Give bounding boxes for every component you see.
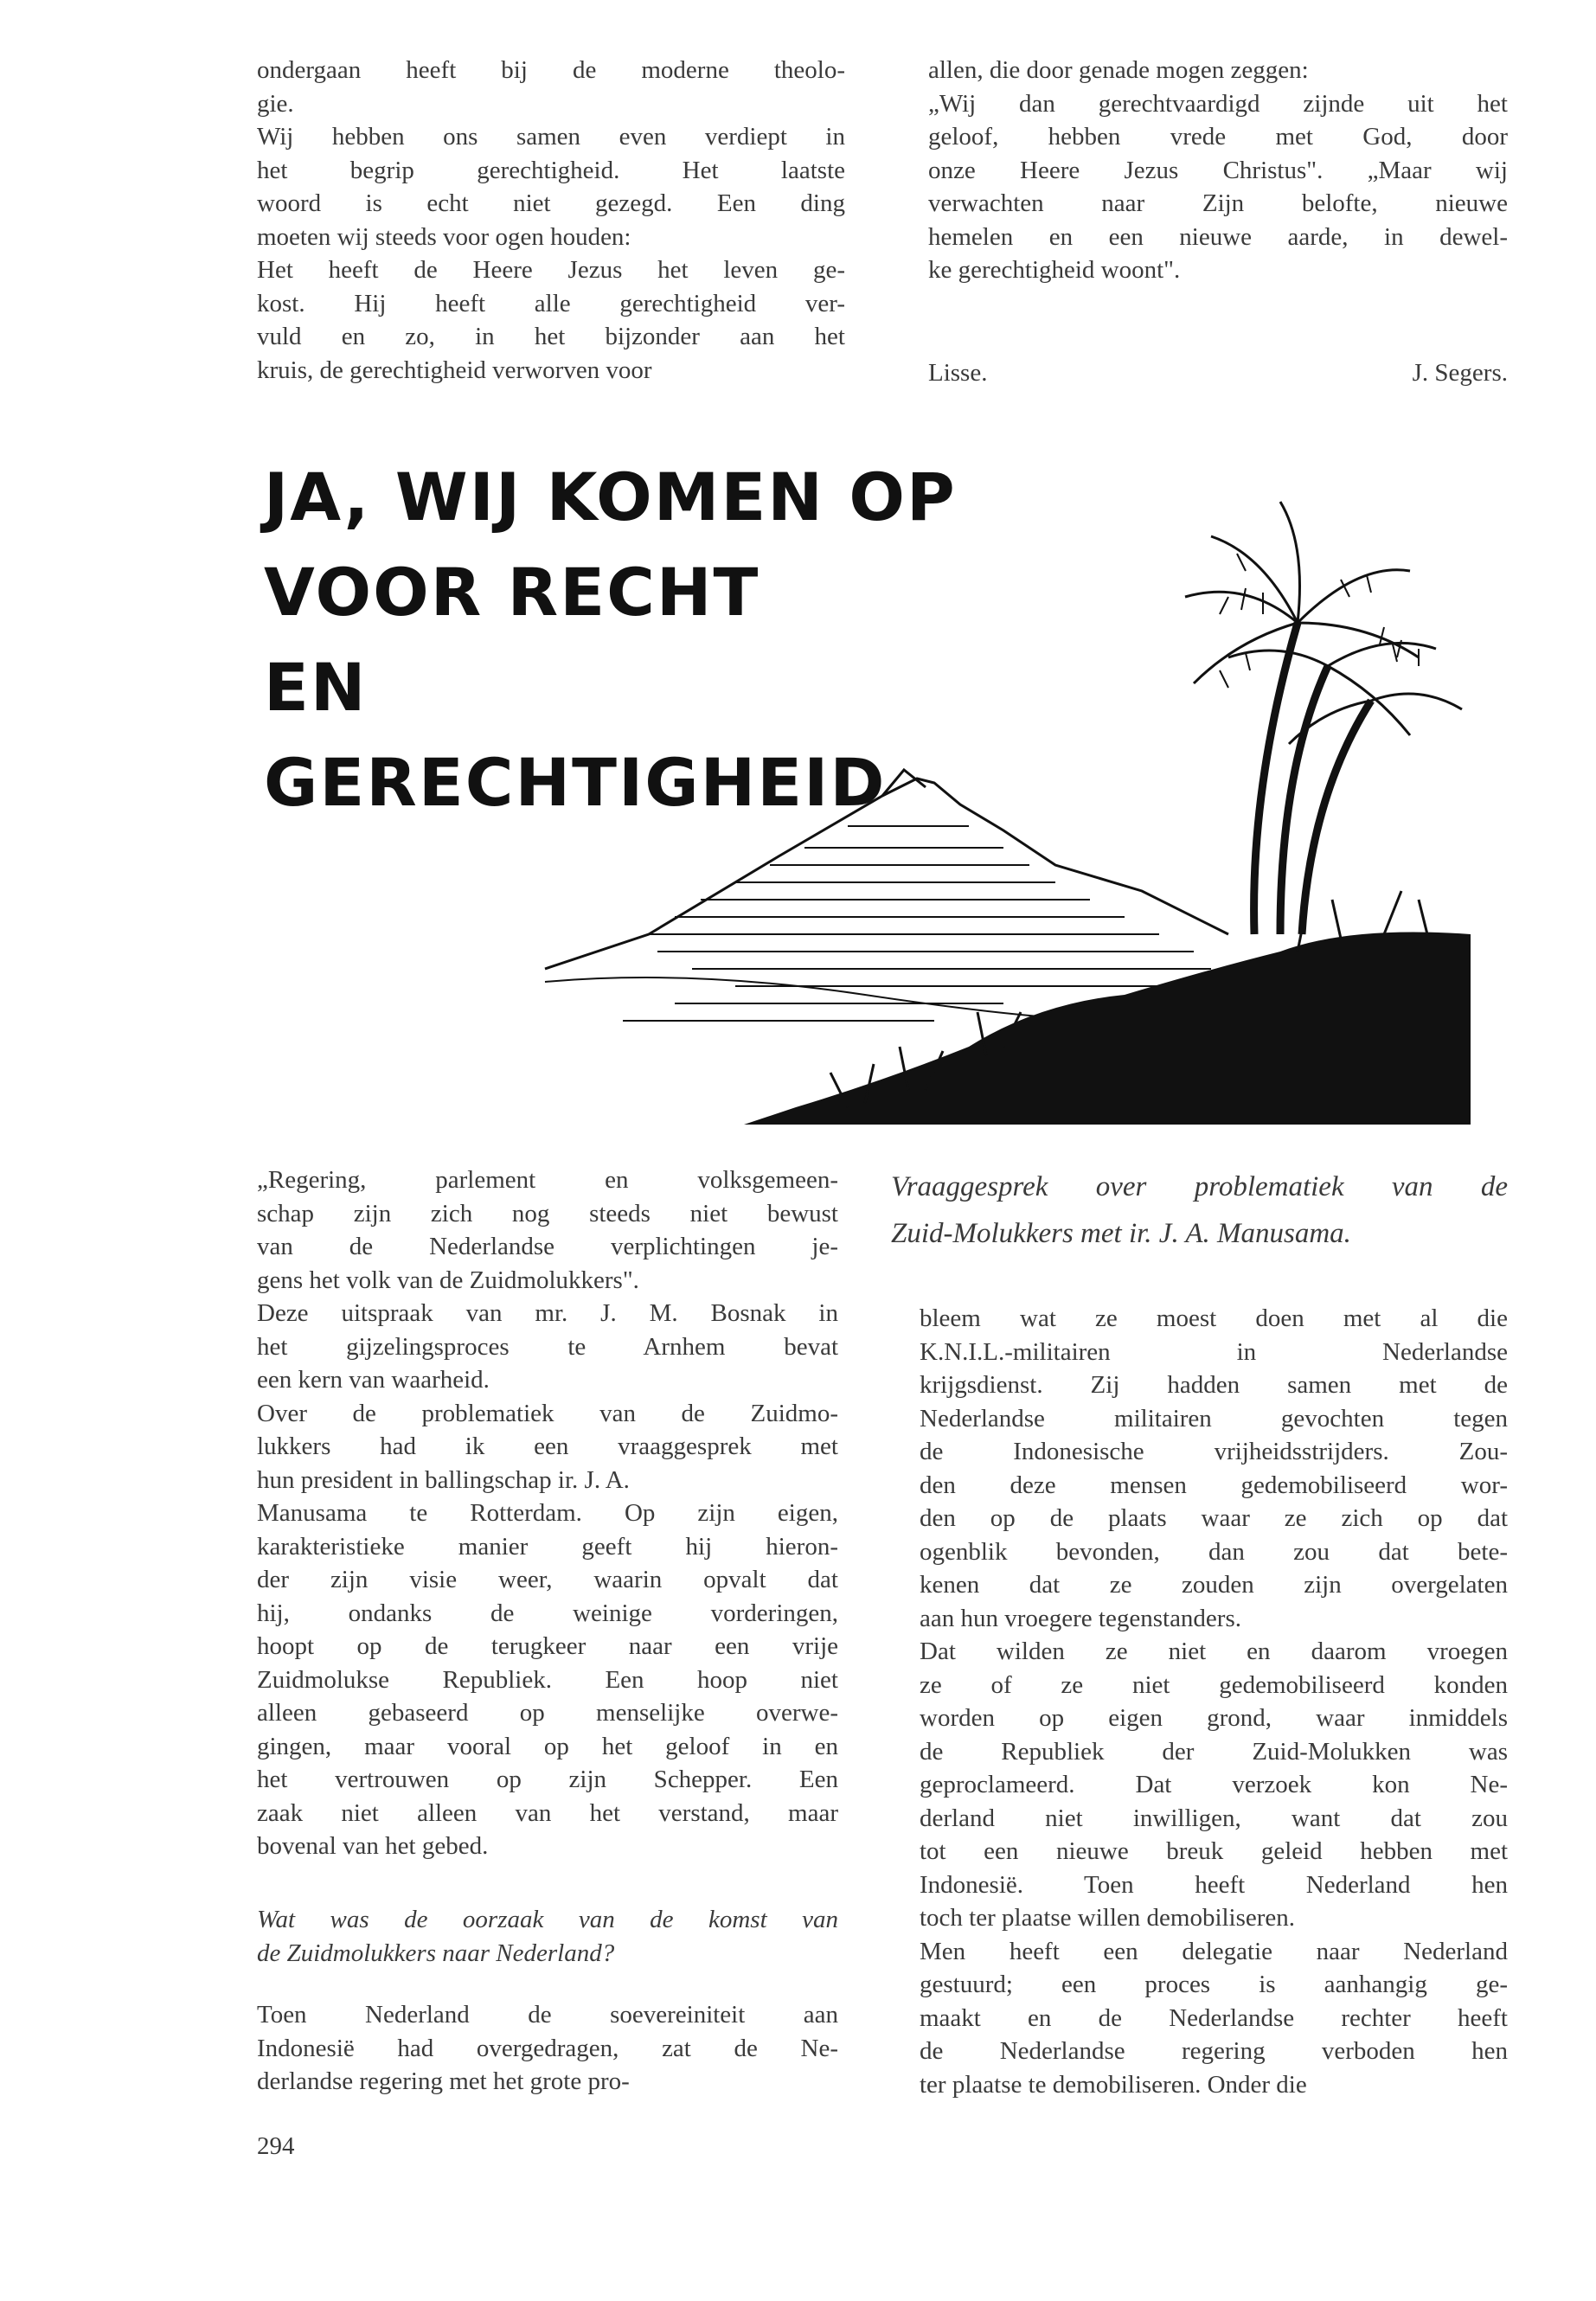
text-line: den deze mensen gedemobiliseerd wor- [920, 1471, 1508, 1499]
text-line: kost. Hij heeft alle gerechtigheid ver- [257, 289, 845, 317]
text-line: bleem wat ze moest doen met al die [920, 1304, 1508, 1332]
text-line: ter plaatse te demobiliseren. Onder die [920, 2070, 1307, 2099]
text-line: karakteristieke manier geeft hij hieron- [257, 1532, 838, 1561]
headline-line: VOOR RECHT [264, 554, 760, 631]
text-line: Over de problematiek van de Zuidmo- [257, 1399, 838, 1427]
text-line: verwachten naar Zijn belofte, nieuwe [928, 189, 1508, 217]
text-line: krijgsdienst. Zij hadden samen met de [920, 1371, 1508, 1399]
text-line: Vraaggesprek over problematiek van de [891, 1171, 1508, 1202]
text-line: derland niet inwilligen, want dat zou [920, 1804, 1508, 1832]
text-line: Nederlandse militairen gevochten tegen [920, 1404, 1508, 1433]
text-line: Wij hebben ons samen even verdiept in [257, 123, 845, 151]
text-line: gingen, maar vooral op het geloof in en [257, 1732, 838, 1760]
text-line: geloof, hebben vrede met God, door [928, 123, 1508, 151]
text-line: vuld en zo, in het bijzonder aan het [257, 323, 845, 350]
text-line: „Regering, parlement en volksgemeen- [257, 1166, 838, 1194]
text-line: Deze uitspraak van mr. J. M. Bosnak in [257, 1299, 838, 1327]
text-line: ze of ze niet gedemobiliseerd konden [920, 1670, 1508, 1699]
answer-column [257, 1998, 838, 2099]
text-line: maakt en de Nederlandse rechter heeft [920, 2003, 1508, 2032]
text-line: Manusama te Rotterdam. Op zijn eigen, [257, 1499, 838, 1527]
text-line: Toen Nederland de soevereiniteit aan [257, 2001, 838, 2029]
text-line: Wat was de oorzaak van de komst van [257, 1906, 838, 1933]
text-line: Zuidmolukse Republiek. Een hoop niet [257, 1665, 838, 1694]
text-line: de Zuidmolukkers naar Nederland? [257, 1939, 615, 1967]
text-line: hemelen en een nieuwe aarde, in dewel- [928, 222, 1508, 251]
text-line: ke gerechtigheid woont". [928, 256, 1181, 284]
text-line: K.N.I.L.-militairen in Nederlandse [920, 1337, 1508, 1366]
text-line: hun president in ballingschap ir. J. A. [257, 1465, 630, 1494]
headline-line: EN [264, 649, 368, 726]
text-line: alleen gebaseerd op menselijke overwe- [257, 1699, 838, 1727]
text-line: tot een nieuwe breuk geleid hebben met [920, 1837, 1508, 1865]
text-line: zaak niet alleen van het verstand, maar [257, 1798, 838, 1827]
text-line: allen, die door genade mogen zeggen: [928, 56, 1309, 84]
text-line: een kern van waarheid. [257, 1366, 490, 1394]
text-line: de Indonesische vrijheidsstrijders. Zou- [920, 1438, 1508, 1465]
headline-line: JA, WIJ KOMEN OP [264, 458, 957, 535]
text-line: Dat wilden ze niet en daarom vroegen [920, 1638, 1508, 1665]
intro-column [257, 1163, 838, 1863]
text-line: Indonesië had overgedragen, zat de Ne- [257, 2034, 838, 2062]
page-number: 294 [257, 2132, 295, 2160]
text-line: Zuid-Molukkers met ir. J. A. Manusama. [891, 1218, 1351, 1249]
text-line: ogenblik bevonden, dan zou dat bete- [920, 1537, 1508, 1566]
text-line: hoopt op de terugkeer naar een vrije [257, 1632, 838, 1660]
text-line: hij, ondanks de weinige vorderingen, [257, 1599, 838, 1627]
text-line: kenen dat ze zouden zijn overgelaten [920, 1571, 1508, 1599]
text-line: aan hun vroegere tegenstanders. [920, 1604, 1242, 1632]
text-line: Men heeft een delegatie naar Nederland [920, 1937, 1508, 1965]
text-line: schap zijn zich nog steeds niet bewust [257, 1199, 838, 1227]
palm-island-illustration [519, 484, 1471, 1125]
text-line: lukkers had ik een vraaggesprek met [257, 1433, 838, 1460]
text-line: den op de plaats waar ze zich op dat [920, 1504, 1508, 1532]
text-line: geproclameerd. Dat verzoek kon Ne- [920, 1771, 1508, 1798]
text-line: „Wij dan gerechtvaardigd zijnde uit het [928, 89, 1508, 118]
headline-line: GERECHTIGHEID [264, 744, 887, 821]
text-line: van de Nederlandse verplichtingen je- [257, 1233, 838, 1260]
text-line: ondergaan heeft bij de moderne theolo- [257, 56, 845, 84]
text-line: bovenal van het gebed. [257, 1832, 489, 1860]
text-line: worden op eigen grond, waar inmiddels [920, 1704, 1508, 1732]
article-subtitle [891, 1163, 1508, 1257]
right-body-column [920, 1302, 1508, 2101]
text-line: moeten wij steeds voor ogen houden: [257, 222, 631, 251]
text-line: de Republiek der Zuid-Molukken was [920, 1737, 1508, 1766]
text-line: Het heeft de Heere Jezus het leven ge- [257, 256, 845, 284]
text-line: gie. [257, 89, 294, 118]
text-line: derlandse regering met het grote pro- [257, 2067, 630, 2095]
text-line: der zijn visie weer, waarin opvalt dat [257, 1566, 838, 1593]
top-left-column [257, 54, 845, 387]
text-line: onze Heere Jezus Christus". „Maar wij [928, 156, 1508, 184]
top-right-column [928, 54, 1508, 287]
interview-question [257, 1903, 838, 1970]
text-line: Indonesië. Toen heeft Nederland hen [920, 1870, 1508, 1899]
text-line: het gijzelingsproces te Arnhem bevat [257, 1332, 838, 1361]
text-line: gestuurd; een proces is aanhangig ge- [920, 1971, 1508, 1998]
text-line: woord is echt niet gezegd. Een ding [257, 189, 845, 217]
signature-author: J. Segers. [1412, 359, 1508, 387]
text-line: de Nederlandse regering verboden hen [920, 2037, 1508, 2065]
text-line: het vertrouwen op zijn Schepper. Een [257, 1766, 838, 1793]
text-line: toch ter plaatse willen demobiliseren. [920, 1904, 1296, 1932]
text-line: gens het volk van de Zuidmolukkers". [257, 1266, 639, 1294]
text-line: het begrip gerechtigheid. Het laatste [257, 156, 845, 184]
signature-place: Lisse. [928, 359, 988, 387]
text-line: kruis, de gerechtigheid verworven voor [257, 356, 652, 384]
